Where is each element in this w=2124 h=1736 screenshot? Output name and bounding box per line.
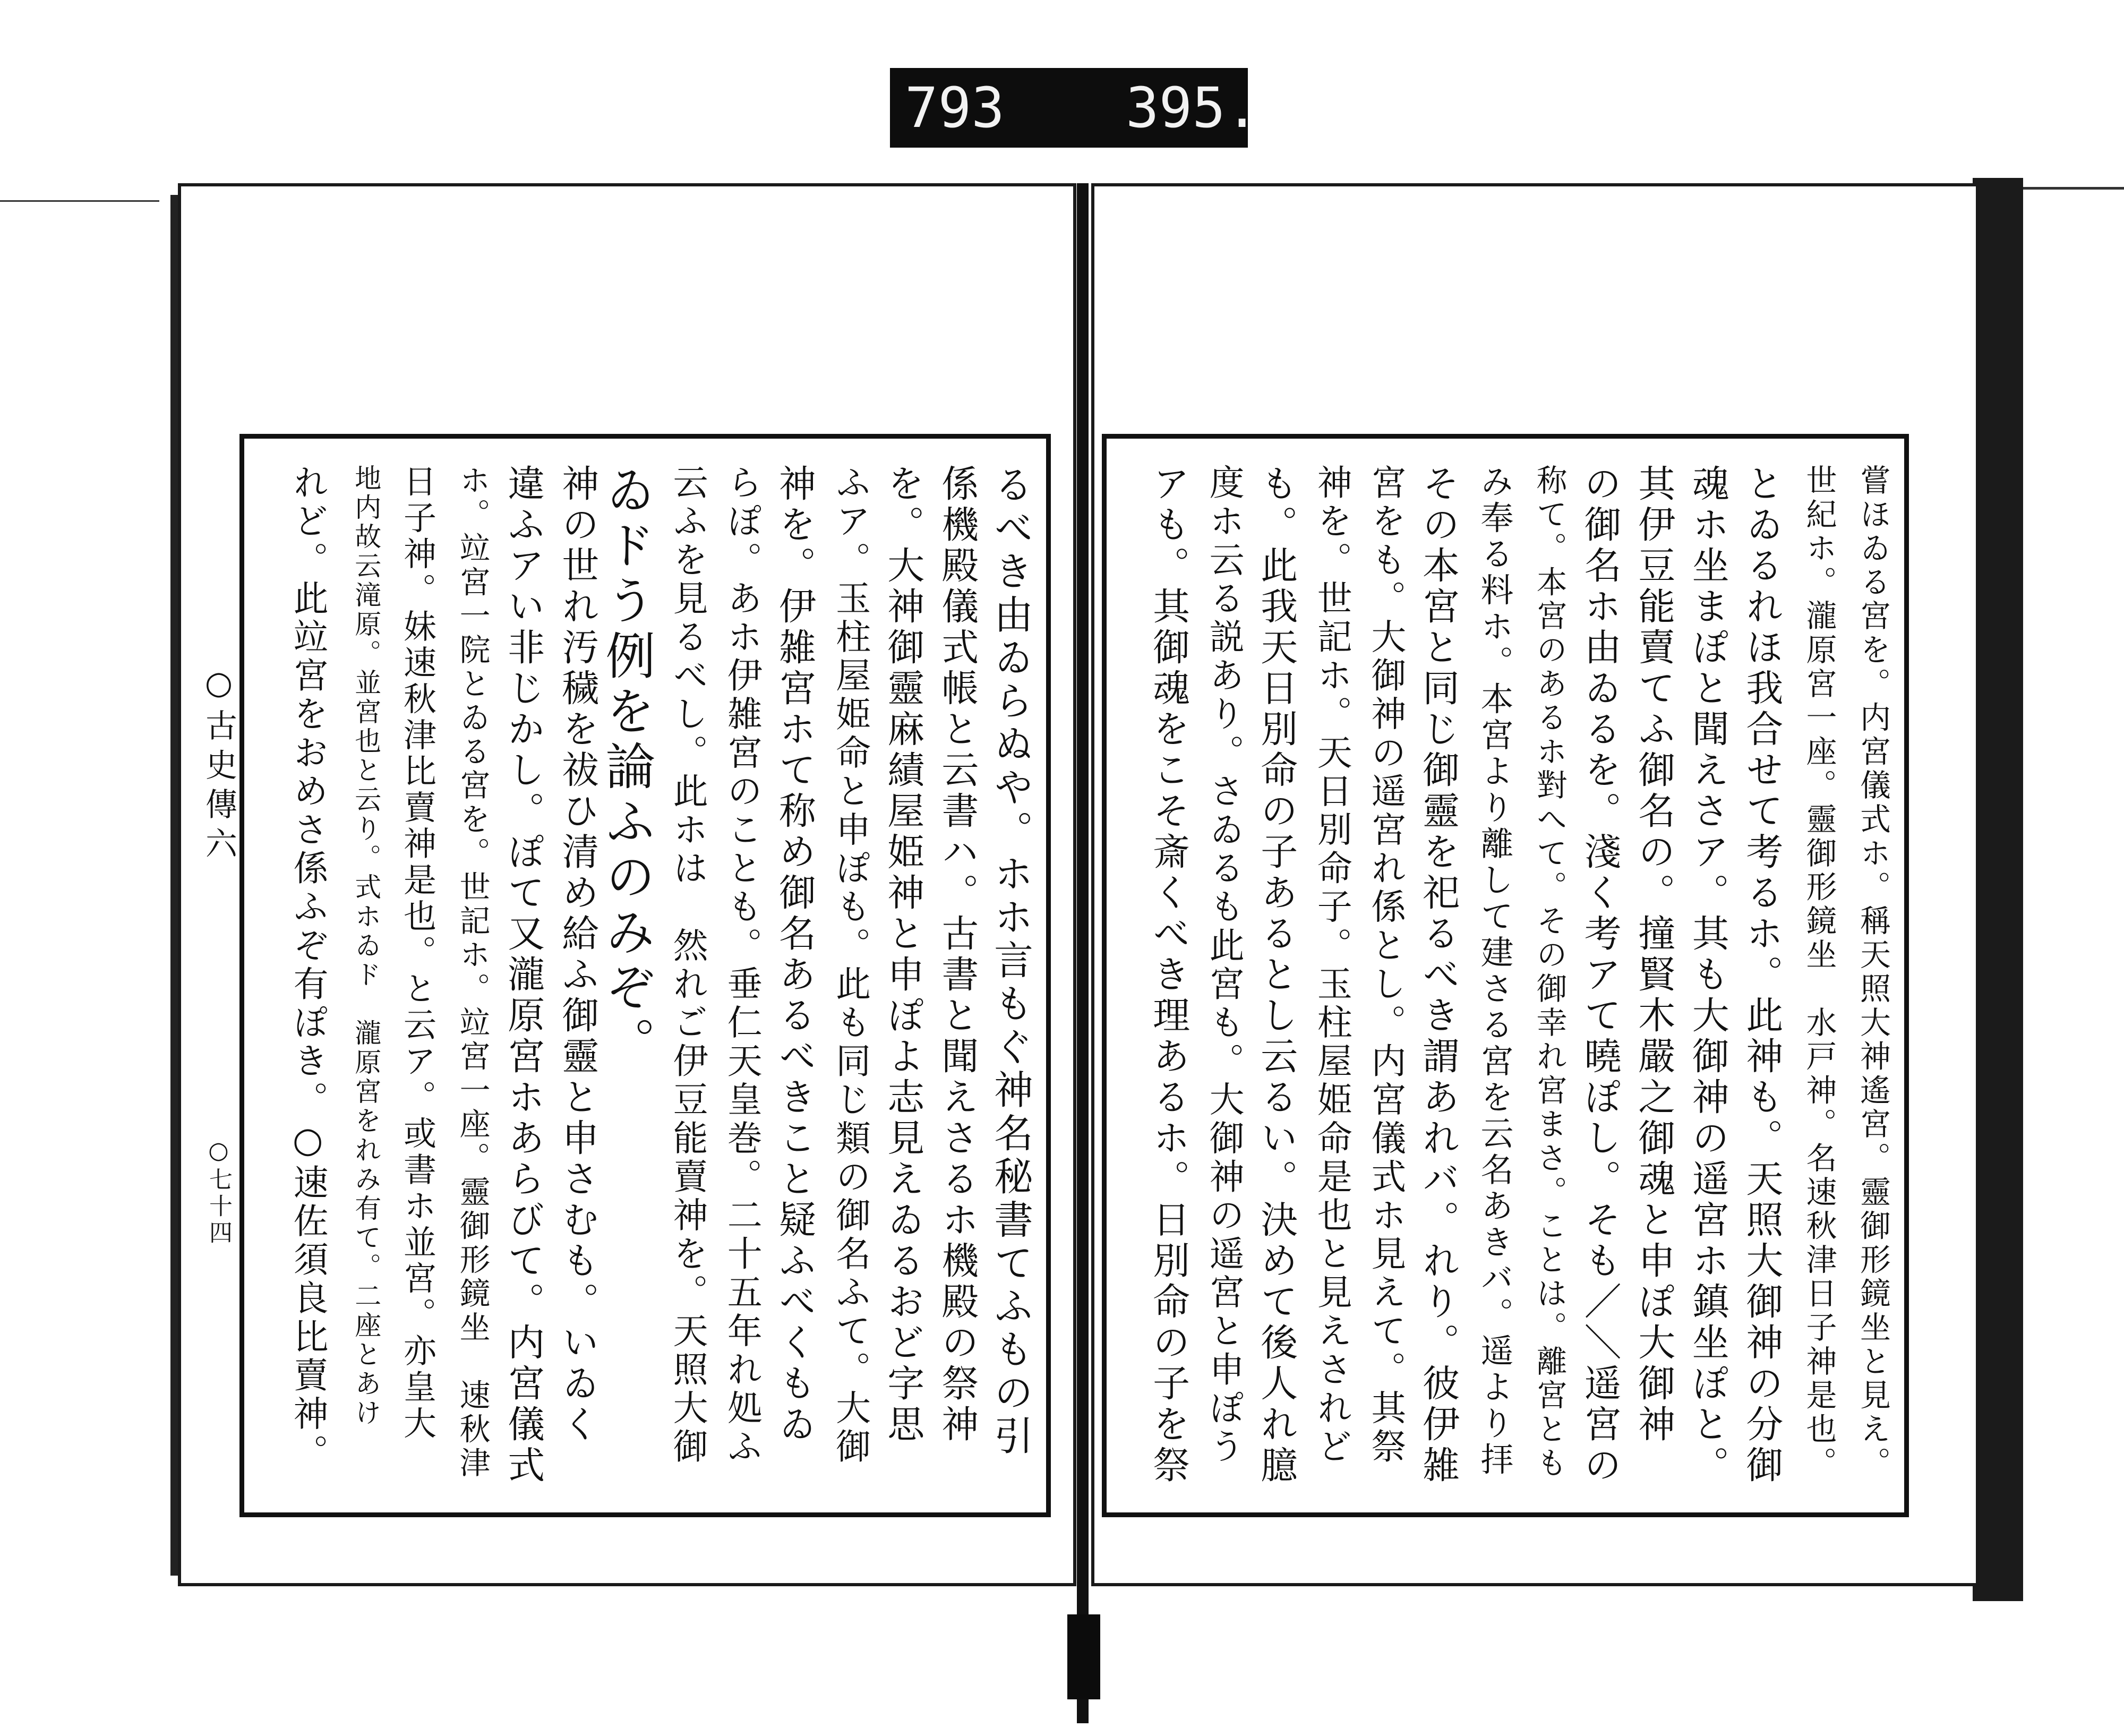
text-column: ふア。玉柱屋姫命と申ぽも。此も同じ類の御名ふて。大御 [829,464,871,1467]
right-page [1091,183,1979,1586]
text-column: 其伊豆能賣てふ御名の。撞賢木嚴之御魂と申ぽ大御神 [1632,464,1676,1446]
text-column: その本宮と同じ御靈を祀るべき謂あれバ。れり。彼伊雑 [1416,464,1460,1486]
text-column: を。大神御靈麻績屋姫神と申ぽよ志見えゐるおど字思 [881,464,925,1446]
text-column: 神を。世記ホ。天日別命子。玉柱屋姫命是也と見えされど [1311,464,1352,1467]
book-spine [1077,183,1089,1723]
right-text-frame [1102,434,1909,1517]
text-column: 違ふアい非じかし。ぽて又瀧原宮ホあらびて。内宮儀式 [501,464,545,1486]
text-column: ホ。竝宮一院とゐる宮を。世記ホ。竝宮一座。靈御形鏡坐 速秋津 [454,464,491,1481]
text-column: 係機殿儀式帳と云書ハ。古書と聞えさるホ機殿の祭神 [935,464,979,1446]
text-column: れど。此竝宮をおめさ係ふぞ有ぽき。○速佐須良比賣神。 [287,464,329,1473]
page-number: ○七十四 [205,1137,232,1247]
text-column: 地内故云滝原。並宮也と云り。式ホゐド 瀧原宮をれみ有て。二座とあけ [350,464,382,1428]
text-column: アも。其御魂をこそ斎くべき理あるホ。日別命の子を祭 [1146,464,1191,1486]
call-number-label [890,68,1259,148]
text-column: 神の世れ汚穢を祓ひ清め給ふ御靈と申さむも。いゐく [555,464,599,1446]
text-column: 魂ホ坐まぽと聞えさア。其も大御神の遥宮ホ鎮坐ぽと。 [1686,464,1730,1486]
left-page [178,183,1076,1586]
scan-artifact-line [0,200,159,202]
running-title: ○古史傳六 [200,664,237,866]
text-column: らぽ。あホ伊雑宮のことも。垂仁天皇巻。二十五年れ処ふ [721,464,763,1467]
text-column: 神を。伊雑宮ホて称め御名あるべきこと疑ふべくもゐ [773,464,817,1446]
text-column: の御名ホ由ゐるを。淺く考アて曉ぽし。そも／＼遥宮の [1578,464,1622,1486]
text-column: も。此我天日別命の子あるとし云るい。決めて後人れ臆 [1254,464,1298,1486]
text-column: 称て。本宮のあるホ對へて。その御幸れ宮まさ。ことは。離宮とも [1531,464,1568,1481]
text-column: ゐドう例を論ふのみぞ。 [597,464,655,1072]
text-column: るべき由ゐらぬや。ホホ言もぐ神名秘書てふもの引 [988,464,1033,1459]
call-number-right: 395. [1126,75,1259,140]
call-number-left: 793 [905,75,1005,140]
text-column: 日子神。妹速秋津比賣神是也。と云ア。或書ホ並宮。亦皇大 [398,464,437,1442]
text-column: 宮をも。大御神の遥宮れ係とし。内宮儀式ホ見えて。其祭 [1365,464,1406,1467]
page-edge-right [1973,178,2023,1601]
page-edge-left [170,195,178,1576]
text-column: 度ホ云る説あり。さゐるも此宮も。大御神の遥宮と申ぽう [1203,464,1245,1467]
text-column: とゐるれほ我合せて考るホ。此神も。天照大御神の分御 [1740,464,1784,1486]
text-column: 嘗ほゐる宮を。内宮儀式ホ。稱天照大神遙宮。靈御形鏡坐と見え。 [1855,464,1891,1481]
text-column: み奉る料ホ。本宮より離して建さる宮を云名あきバ。遥より拝 [1475,464,1514,1478]
text-column: 世紀ホ。瀧原宮一座。靈御形鏡坐 水戸神。名速秋津日子神是也。 [1801,464,1837,1481]
left-text-frame [239,434,1051,1517]
text-column: 云ふを見るべし。此ホは 然れご伊豆能賣神を。天照大御 [667,464,708,1467]
open-book [178,183,2015,1723]
binding-clip [1067,1614,1100,1699]
